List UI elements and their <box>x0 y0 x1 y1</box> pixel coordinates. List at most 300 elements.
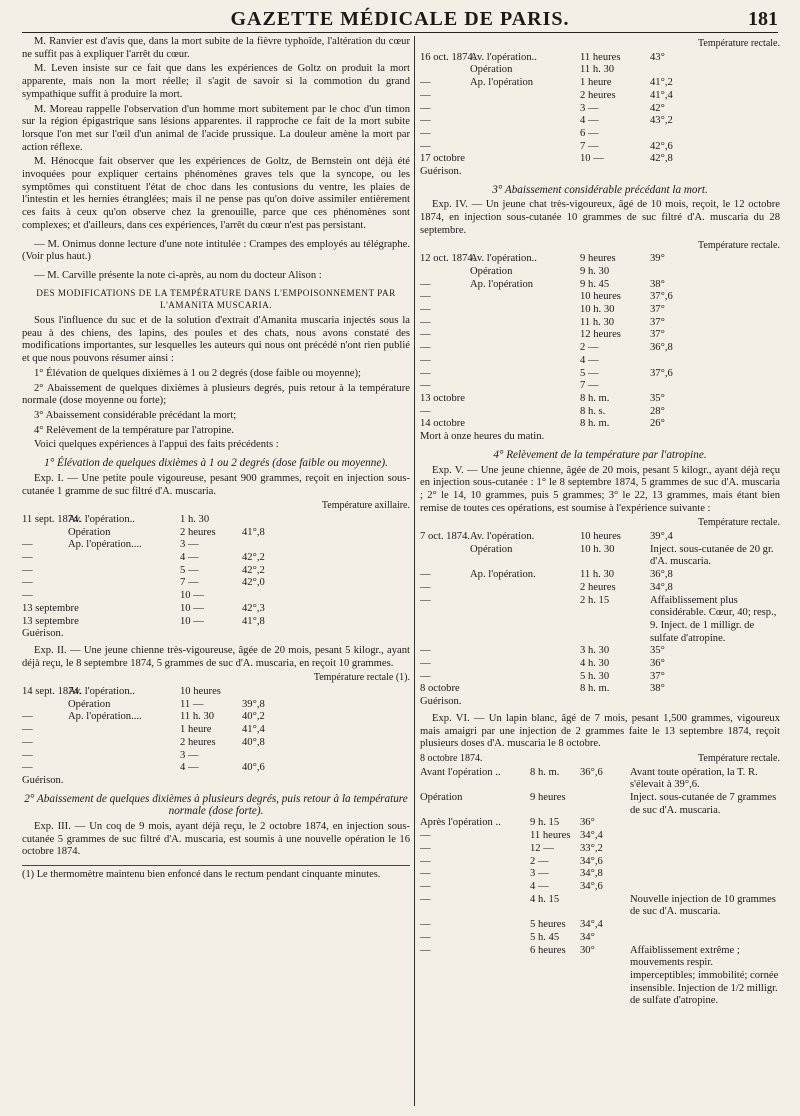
table-cell: — <box>420 102 431 114</box>
table-cell: 3 — <box>530 868 549 880</box>
footnote: (1) Le thermomètre maintenu bien enfoncé dans le rectum pendant cinquante minutes. <box>22 865 410 882</box>
table-cell: 43°,2 <box>650 115 673 127</box>
table-cell: — <box>22 552 33 564</box>
table-cell: Av. l'opération.. <box>68 686 135 698</box>
table-row <box>420 932 780 945</box>
table-cell <box>470 418 580 431</box>
table-cell: — <box>420 594 431 606</box>
table-row <box>420 393 780 406</box>
table-cell: 36° <box>580 817 595 829</box>
table-cell: — <box>22 590 33 602</box>
table-cell: — <box>22 724 33 736</box>
table-row <box>420 90 780 103</box>
table-cell <box>68 552 180 565</box>
table-cell: 42°,2 <box>242 564 265 576</box>
table-cell: Affaiblissement plus considérable. Cœur, 40; resp., 9. Inject. de 1 milligr. de sulfate d'atropine. <box>650 594 777 644</box>
table-cell: — <box>420 658 431 670</box>
table-cell: 5 — <box>580 367 599 379</box>
page-header <box>22 8 778 33</box>
table-cell: 10 heures <box>580 531 621 543</box>
table-cell <box>470 645 580 658</box>
table-cell: 37° <box>650 670 665 682</box>
list-item: 1° Élévation de quelques dixièmes à 1 ou 2 degrés (dose faible ou moyenne); <box>34 367 361 379</box>
experiment-paragraph: Exp. V. — Une jeune chienne, âgée de 20 mois, pesant 5 kilogr., ayant déjà reçu en injection sous-cutanée : 1° le 8 septembre 1874, 5 grammes de suc d'A. muscaria ; 2° le 14, 10 grammes, puis 5 grammes; 3° le 22, 13 grammes, mais étant bien remise de toutes ces opérations, est soumise à l'expérience suivante : <box>420 464 780 514</box>
table-label: Température rectale. <box>697 752 780 764</box>
table-cell: — <box>420 140 431 152</box>
table-cell: 34° <box>580 931 595 943</box>
table-cell: 5 h. 30 <box>580 670 610 682</box>
temperature-table <box>22 686 410 788</box>
table-cell <box>68 628 180 641</box>
table-cell <box>420 266 470 279</box>
table-cell: 9 h. 15 <box>530 817 560 829</box>
table-cell: 34°,6 <box>580 855 603 867</box>
table-cell: 39°,4 <box>650 531 673 543</box>
table-cell: 40°,8 <box>242 736 265 748</box>
paragraph: — M. Carville présente la note ci-après, au nom du docteur Alison : <box>34 269 322 281</box>
temperature-table <box>420 767 780 1008</box>
table-cell: — <box>420 645 431 657</box>
paragraph: M. Moreau rappelle l'observation d'un homme mort subitement par le choc d'un timon sur la région épigastrique sans lésions apparentes. il rapproche ce fait de la mort subite lorsque l'on met sur l'œil d'un animal de l'acide prussique. La douleur amène la mort par action réflexe. <box>22 103 410 153</box>
table-cell: — <box>420 304 431 316</box>
table-row <box>420 569 780 582</box>
table-row <box>420 266 780 279</box>
table-cell: — <box>22 564 33 576</box>
table-row <box>22 750 410 763</box>
table-cell: 42° <box>650 102 665 114</box>
table-cell: Opération <box>470 543 513 555</box>
table-cell: 33°,2 <box>580 842 603 854</box>
table-cell: 11 heures <box>530 830 571 842</box>
table-cell <box>470 304 580 317</box>
table-cell: 12 — <box>530 842 554 854</box>
table-cell: 11 heures <box>580 51 621 63</box>
table-row <box>420 406 780 419</box>
table-row <box>22 775 410 788</box>
table-row <box>420 544 780 569</box>
table-cell <box>242 628 410 641</box>
table-cell: — <box>420 380 431 392</box>
table-cell <box>650 166 780 179</box>
table-cell: 11 h. 30 <box>580 64 615 76</box>
table-row <box>420 658 780 671</box>
table-cell <box>242 539 410 552</box>
temperature-table <box>420 531 780 709</box>
table-cell: 4 — <box>580 115 599 127</box>
table-row <box>420 329 780 342</box>
table-cell <box>470 671 580 684</box>
table-cell: 40°,2 <box>242 711 265 723</box>
table-row <box>22 616 410 629</box>
table-cell <box>630 856 780 869</box>
table-cell: — <box>420 342 431 354</box>
table-cell <box>68 616 180 629</box>
table-date: 8 octobre 1874. <box>420 752 483 764</box>
table-row <box>420 418 780 431</box>
table-cell: 3 h. 30 <box>580 645 610 657</box>
table-row <box>420 355 780 368</box>
table-cell <box>22 699 68 712</box>
table-cell: 5 heures <box>530 919 566 931</box>
table-cell: 42°,6 <box>650 140 673 152</box>
table-cell: 9 h. 45 <box>580 278 610 290</box>
table-row <box>420 77 780 90</box>
table-cell: 10 h. 30 <box>580 543 615 555</box>
table-cell: 41°,4 <box>242 724 265 736</box>
table-cell: — <box>420 931 431 943</box>
section-title: DES MODIFICATIONS DE LA TEMPÉRATURE DANS L'EMPOISONNEMENT PAR L'AMANITA MUSCARIA. <box>36 287 396 311</box>
table-cell: 12 oct. 1874. <box>420 253 476 265</box>
table-row <box>420 531 780 544</box>
table-cell: 10 — <box>180 602 204 614</box>
table-cell <box>68 577 180 590</box>
table-cell: — <box>420 855 431 867</box>
table-cell: 8 h. m. <box>580 683 610 695</box>
table-row <box>420 582 780 595</box>
table-cell: 10 — <box>180 590 204 602</box>
table-cell <box>630 817 780 830</box>
table-cell: 35° <box>650 645 665 657</box>
table-cell: 28° <box>650 405 665 417</box>
table-cell: 42°,8 <box>650 153 673 165</box>
table-row <box>420 64 780 77</box>
table-cell <box>580 166 650 179</box>
table-cell <box>470 153 580 166</box>
table-cell <box>242 750 410 763</box>
table-row <box>420 595 780 646</box>
table-cell <box>180 628 242 641</box>
table-cell <box>470 103 580 116</box>
table-cell <box>68 603 180 616</box>
table-row <box>420 881 780 894</box>
table-cell: — <box>420 919 431 931</box>
table-cell: 2 h. 15 <box>580 594 610 606</box>
table-row <box>420 304 780 317</box>
table-cell: 11 h. 30 <box>580 316 615 328</box>
table-cell: 9 h. 30 <box>580 265 610 277</box>
experiment-paragraph: Exp. IV. — Un jeune chat très-vigoureux, âgé de 10 mois, reçoit, le 12 octobre 1874, en injection sous-cutanée 10 grammes de suc filtré d'A. muscaria du 28 septembre. <box>420 199 780 236</box>
table-cell <box>580 696 650 709</box>
table-cell: 36° <box>650 658 665 670</box>
table-cell: Ap. l'opération. <box>470 569 536 581</box>
table-cell: 37° <box>650 304 665 316</box>
table-cell: 9 heures <box>580 253 616 265</box>
table-cell: Nouvelle injection de 10 grammes de suc d'A. muscaria. <box>630 893 776 918</box>
table-cell <box>650 128 780 141</box>
table-cell: — <box>420 77 431 89</box>
paragraph: M. Leven insiste sur ce fait que dans les expériences de Goltz on produit la mort apparente, mais non la mort réelle; il s'agit de savoir si la commotion du grand sympathique suffit à produire la mort. <box>22 63 410 100</box>
table-cell: 11 h. 30 <box>180 711 215 723</box>
table-cell: 34°,4 <box>580 830 603 842</box>
table-cell <box>630 868 780 881</box>
experiment-paragraph: Exp. II. — Une jeune chienne très-vigoureuse, âgée de 20 mois, pesant 5 kilogr., ayant déjà reçu, le 8 septembre 1874, 5 grammes de suc d'A. muscaria, en reçoit 10 grammes. <box>22 644 410 669</box>
table-cell: Ap. l'opération.... <box>68 711 142 723</box>
table-row <box>22 514 410 527</box>
table-cell: — <box>420 278 431 290</box>
table-cell: — <box>420 89 431 101</box>
table-cell: 41°,8 <box>242 615 265 627</box>
table-cell <box>650 696 780 709</box>
table-cell: 4 — <box>580 354 599 366</box>
table-cell: 8 h. s. <box>580 405 606 417</box>
table-cell <box>420 64 470 77</box>
table-cell: 1 h. 30 <box>180 513 210 525</box>
table-row <box>420 830 780 843</box>
table-cell: Av. l'opération. <box>470 531 535 543</box>
table-cell: — <box>420 670 431 682</box>
table-cell: Av. l'opération.. <box>470 253 537 265</box>
table-cell: Av. l'opération.. <box>470 51 537 63</box>
table-row <box>420 792 780 817</box>
table-cell: 6 heures <box>530 944 566 956</box>
table-cell <box>470 355 580 368</box>
table-cell: — <box>420 367 431 379</box>
journal-title: GAZETTE MÉDICALE DE PARIS. <box>230 8 570 30</box>
table-cell: 14 sept. 1874. <box>22 686 82 698</box>
table-cell: 4 — <box>530 881 549 892</box>
table-row <box>420 368 780 381</box>
table-row <box>420 342 780 355</box>
table-cell: 36°,8 <box>650 342 673 354</box>
list-item: Voici quelques expériences à l'appui des faits précédents : <box>34 439 279 451</box>
table-cell <box>68 775 180 788</box>
table-cell <box>242 775 410 788</box>
table-row <box>420 645 780 658</box>
table-cell <box>242 514 410 527</box>
table-cell: 8 h. m. <box>580 392 610 404</box>
table-row <box>420 253 780 266</box>
table-cell: 1 heure <box>580 77 612 89</box>
table-cell: — <box>420 329 431 341</box>
table-cell: 4 h. 15 <box>530 893 560 905</box>
table-cell: 16 oct. 1874. <box>420 51 476 63</box>
table-cell <box>650 266 780 279</box>
table-row <box>420 817 780 830</box>
table-row <box>420 291 780 304</box>
table-row <box>22 737 410 750</box>
table-cell: 8 h. m. <box>580 418 610 430</box>
table-cell: — <box>22 577 33 589</box>
table-cell <box>470 141 580 154</box>
table-cell <box>470 317 580 330</box>
table-cell: 11 h. 30 <box>580 569 615 581</box>
table-cell: 42°,3 <box>242 602 265 614</box>
table-cell: 36°,6 <box>580 766 603 778</box>
table-cell: — <box>420 893 431 905</box>
table-cell <box>630 932 780 945</box>
table-cell: 41°,8 <box>242 526 265 538</box>
table-cell: 34°,8 <box>580 868 603 880</box>
table-label: Température rectale. <box>697 239 780 251</box>
table-cell: — <box>420 944 431 956</box>
table-row <box>22 762 410 775</box>
table-cell: — <box>420 569 431 581</box>
table-label: Température rectale (1). <box>313 672 410 684</box>
table-cell: 13 septembre <box>22 602 79 614</box>
table-cell: Inject. sous-cutanée de 7 grammes de suc d'A. muscaria. <box>630 792 777 816</box>
table-cell: Opération <box>470 64 513 76</box>
table-cell: — <box>420 868 431 880</box>
table-cell: — <box>420 405 431 417</box>
table-cell: — <box>420 830 431 842</box>
table-label: Température rectale. <box>697 38 780 49</box>
table-cell: 37° <box>650 316 665 328</box>
table-cell: Avant l'opération .. <box>420 766 501 778</box>
table-cell <box>68 737 180 750</box>
table-cell <box>470 368 580 381</box>
table-cell: 8 h. m. <box>530 766 560 778</box>
table-cell <box>470 393 580 406</box>
table-cell: 13 septembre <box>22 615 79 627</box>
table-row <box>420 945 780 1009</box>
table-cell: — <box>22 539 33 551</box>
table-cell <box>242 590 410 603</box>
table-cell: 4 — <box>180 762 199 774</box>
table-cell: — <box>420 354 431 366</box>
experiment-paragraph: Exp. VI. — Un lapin blanc, âgé de 7 mois, pesant 1,500 grammes, vigoureux mais amaigri par une injection de 2 grammes faite le 13 septembre 1874, reçoit plusieurs doses d'A. muscaria le 8 octobre. <box>420 712 780 750</box>
table-row <box>420 128 780 141</box>
table-cell: 2 heures <box>580 89 616 101</box>
table-cell: 2 heures <box>580 581 616 593</box>
table-cell <box>470 696 580 709</box>
table-cell: 7 — <box>580 140 599 152</box>
table-cell <box>650 355 780 368</box>
table-cell: 41°,2 <box>650 77 673 89</box>
table-cell <box>470 291 580 304</box>
table-cell: Avant toute opération, la T. R. s'élevait à 39°,6. <box>630 766 758 791</box>
table-cell <box>470 595 580 646</box>
paragraph: M. Hénocque fait observer que les expériences de Goltz, de Bernstein ont déjà été invoquées pour expliquer certains phénomènes graves tels que la syncope, ou les symptômes qui constituent l'état de choc dans les contusions du ventre, les plaies de l'intestin et les hernies étranglées; mais il ne pense pas qu'on doive assimiler entièrement ces faits à ceux qu'on observe chez la grenouille, parce que ces phénomènes sont complexes; et d'ailleurs, dans ces expériences, l'arrêt du cœur n'est pas persistant. <box>22 156 410 231</box>
table-row <box>22 686 410 699</box>
table-cell: 2 heures <box>180 526 216 538</box>
table-cell: 37°,6 <box>650 291 673 303</box>
subsection-heading: 2° Abaissement de quelques dixièmes à plusieurs degrés, puis retour à la température normale (dose forte). <box>24 792 408 818</box>
table-cell <box>470 582 580 595</box>
table-cell <box>580 792 630 817</box>
table-cell: 1 heure <box>180 724 212 736</box>
table-cell: — <box>420 881 431 892</box>
table-cell: 39°,8 <box>242 698 265 710</box>
table-cell <box>470 683 580 696</box>
table-cell: Guérison. <box>420 696 462 708</box>
table-row <box>420 767 780 792</box>
table-row <box>420 843 780 856</box>
table-cell <box>630 919 780 932</box>
table-cell <box>470 115 580 128</box>
table-cell: Affaiblissement extrême ; mouvements respir. imperceptibles; immobilité; cornée insensible. Injection de 1/2 milligr. de sulfate d'atropine. <box>630 944 779 1007</box>
table-cell: 11 — <box>180 698 204 710</box>
table-row <box>22 711 410 724</box>
list-item: 4° Relèvement de la température par l'atropine. <box>34 424 234 436</box>
table-row <box>22 699 410 712</box>
table-cell: 30° <box>580 944 595 956</box>
page-number: 181 <box>748 8 778 30</box>
table-cell: 36°,8 <box>650 569 673 581</box>
table-row <box>420 919 780 932</box>
table-cell: 39° <box>650 253 665 265</box>
table-label: Température axillaire. <box>321 500 410 512</box>
table-cell: Inject. sous-cutanée de 20 gr. d'A. muscaria. <box>650 543 774 568</box>
table-cell: Opération <box>470 265 513 277</box>
table-cell: 14 octobre <box>420 418 466 430</box>
table-cell: — <box>420 115 431 127</box>
table-cell: Guérison. <box>22 774 64 786</box>
table-cell: 12 heures <box>580 329 621 341</box>
list-item: 2° Abaissement de quelques dixièmes à plusieurs degrés, puis retour à la température normale (dose moyenne ou forte); <box>22 382 410 407</box>
temperature-table <box>420 52 780 179</box>
left-column <box>22 36 410 882</box>
table-cell <box>68 565 180 578</box>
table-label: Température rectale. <box>697 517 780 529</box>
table-cell: 5 — <box>180 564 199 576</box>
table-cell: Opération <box>68 526 111 538</box>
table-cell: 2 — <box>530 855 549 867</box>
table-cell: — <box>420 842 431 854</box>
table-cell: 3 — <box>580 102 599 114</box>
table-cell: Ap. l'opération <box>470 278 534 290</box>
table-cell <box>580 894 630 919</box>
paragraph: — M. Onimus donne lecture d'une note intitulée : Crampes des employés au télégraphe. (Voir plus haut.) <box>22 238 410 263</box>
table-cell: Après l'opération .. <box>420 817 501 829</box>
table-cell: — <box>22 736 33 748</box>
table-cell: — <box>420 581 431 593</box>
table-cell: — <box>22 711 33 723</box>
table-row <box>420 115 780 128</box>
table-row <box>420 894 780 919</box>
table-row <box>22 724 410 737</box>
table-cell: 8 octobre <box>420 683 460 695</box>
table-cell: Av. l'opération.. <box>68 513 135 525</box>
table-row <box>420 279 780 292</box>
table-cell: Opération <box>420 792 463 804</box>
table-cell: 7 — <box>580 380 599 392</box>
temperature-table <box>22 514 410 641</box>
table-cell: 11 sept. 1874. <box>22 513 82 525</box>
table-row <box>420 141 780 154</box>
paragraph: M. Ranvier est d'avis que, dans la mort subite de la fièvre typhoïde, l'altération du cœur ne suffit pas à expliquer l'arrêt du cœur. <box>22 36 410 60</box>
table-cell: 40°,6 <box>242 762 265 774</box>
table-cell: 7 — <box>180 577 199 589</box>
table-cell: — <box>420 291 431 303</box>
table-cell: 3 — <box>180 749 199 761</box>
table-row <box>22 577 410 590</box>
table-cell <box>68 590 180 603</box>
table-cell: 10 heures <box>180 686 221 698</box>
table-cell: 10 h. 30 <box>580 304 615 316</box>
intro-paragraph: Sous l'influence du suc et de la solution d'extrait d'Amanita muscaria injectés sous la peau à des chiens, des lapins, des poules et des chats, nous avons constaté des modifications importantes, sur lesquelles les auteurs qui nous ont précédé n'ont rien publié et que nous pouvons résumer ainsi : <box>22 315 410 365</box>
table-cell: Guérison. <box>22 628 64 640</box>
list-item: 3° Abaissement considérable précédant la mort; <box>34 409 237 421</box>
subsection-heading: 1° Élévation de quelques dixièmes à 1 ou 2 degrés (dose faible ou moyenne). <box>44 457 388 470</box>
table-row <box>22 565 410 578</box>
table-row <box>22 527 410 540</box>
table-cell: 17 octobre <box>420 153 466 165</box>
table-cell <box>68 750 180 763</box>
table-cell <box>470 380 580 393</box>
table-row <box>420 856 780 869</box>
table-cell: Opération <box>68 698 111 710</box>
table-row <box>420 103 780 116</box>
table-row <box>22 603 410 616</box>
table-cell: Guérison. <box>420 166 462 178</box>
table-row <box>420 153 780 166</box>
table-cell <box>470 406 580 419</box>
table-cell: 7 oct. 1874. <box>420 531 471 543</box>
table-note: Mort à onze heures du matin. <box>420 431 545 443</box>
table-cell: 35° <box>650 392 665 404</box>
table-cell: 38° <box>650 683 665 695</box>
table-cell: 3 — <box>180 539 199 551</box>
